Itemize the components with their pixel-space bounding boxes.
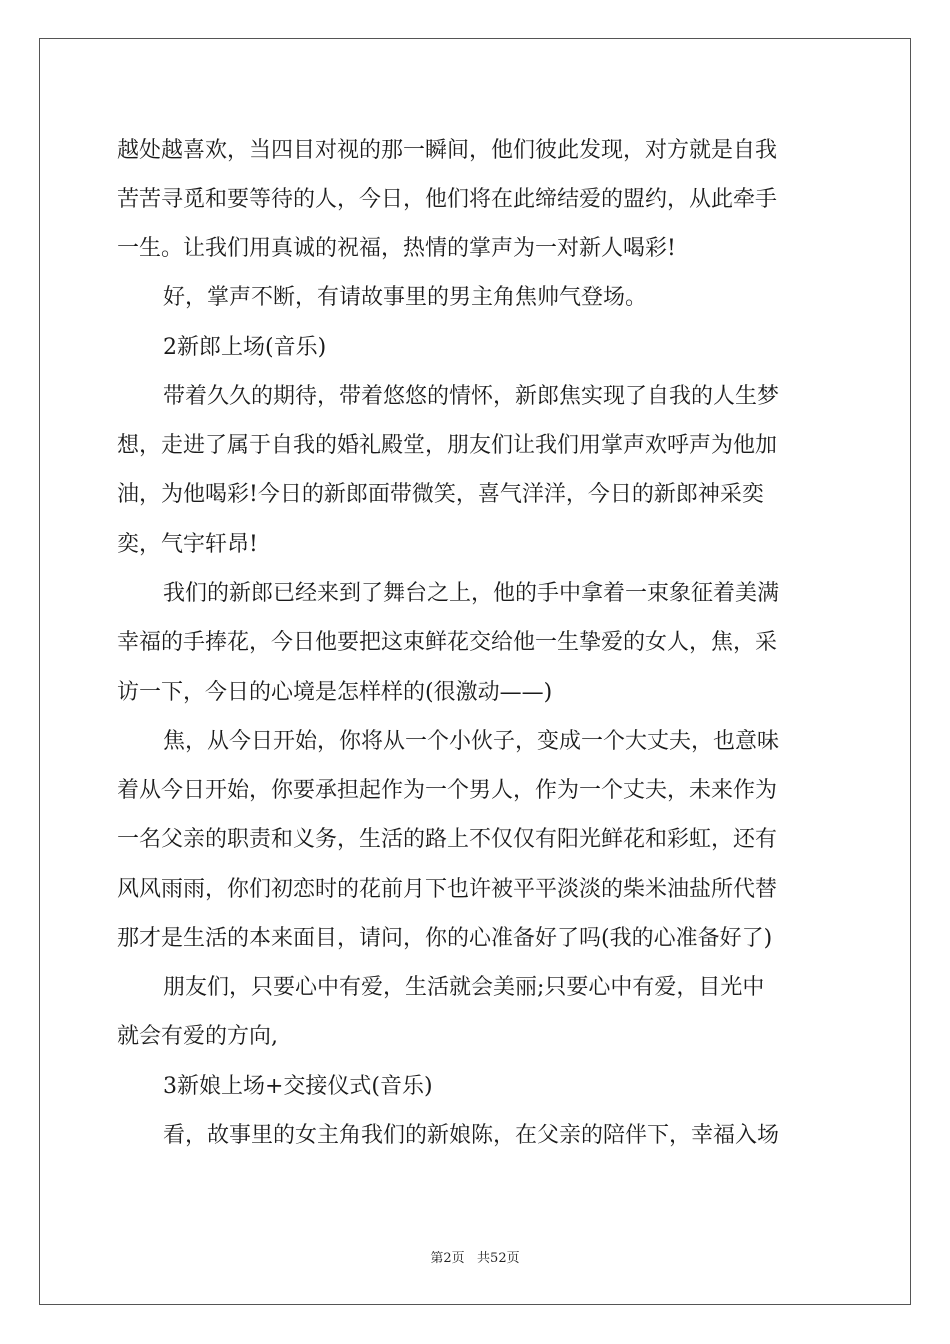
text-line: 苦苦寻觅和要等待的人，今日，他们将在此缔结爱的盟约，从此牵手 [117,187,778,212]
text-line: 访一下，今日的心境是怎样样的(很激动——) [117,680,553,705]
text-line: 想，走进了属于自我的婚礼殿堂，朋友们让我们用掌声欢呼声为他加 [117,433,778,458]
text-line: 越处越喜欢，当四目对视的那一瞬间，他们彼此发现，对方就是自我 [117,138,778,163]
text-line: 着从今日开始，你要承担起作为一个男人，作为一个丈夫，未来作为 [117,778,778,803]
text-line: 我们的新郎已经来到了舞台之上，他的手中拿着一束象征着美满 [163,581,780,606]
text-line: 好，掌声不断，有请故事里的男主角焦帅气登场。 [163,285,648,310]
text-line: 那才是生活的本来面目，请问，你的心准备好了吗(我的心准备好了) [117,926,773,951]
page-border [39,38,911,1305]
text-line: 朋友们，只要心中有爱，生活就会美丽;只要心中有爱，目光中 [163,975,765,1000]
text-line: 一名父亲的职责和义务，生活的路上不仅仅有阳光鲜花和彩虹，还有 [117,827,778,852]
text-line: 就会有爱的方向, [117,1024,278,1049]
text-line: 风风雨雨，你们初恋时的花前月下也许被平平淡淡的柴米油盐所代替 [117,877,778,902]
text-line: 焦，从今日开始，你将从一个小伙子，变成一个大丈夫，也意味 [163,729,780,754]
text-line: 一生。让我们用真诚的祝福，热情的掌声为一对新人喝彩! [117,236,676,261]
text-line: 油，为他喝彩!今日的新郎面带微笑，喜气洋洋，今日的新郎神采奕 [117,482,764,507]
text-line: 奕，气宇轩昂! [117,532,258,557]
text-line: 幸福的手捧花，今日他要把这束鲜花交给他一生挚爱的女人，焦，采 [117,630,778,655]
text-line: 看，故事里的女主角我们的新娘陈，在父亲的陪伴下，幸福入场 [163,1123,780,1148]
page-number-footer: 第2页 共52页 [430,1251,520,1266]
text-line: 带着久久的期待，带着悠悠的情怀，新郎焦实现了自我的人生梦 [163,384,780,409]
section-heading: 3新娘上场+交接仪式(音乐) [163,1074,433,1099]
section-heading: 2新郎上场(音乐) [163,335,327,360]
